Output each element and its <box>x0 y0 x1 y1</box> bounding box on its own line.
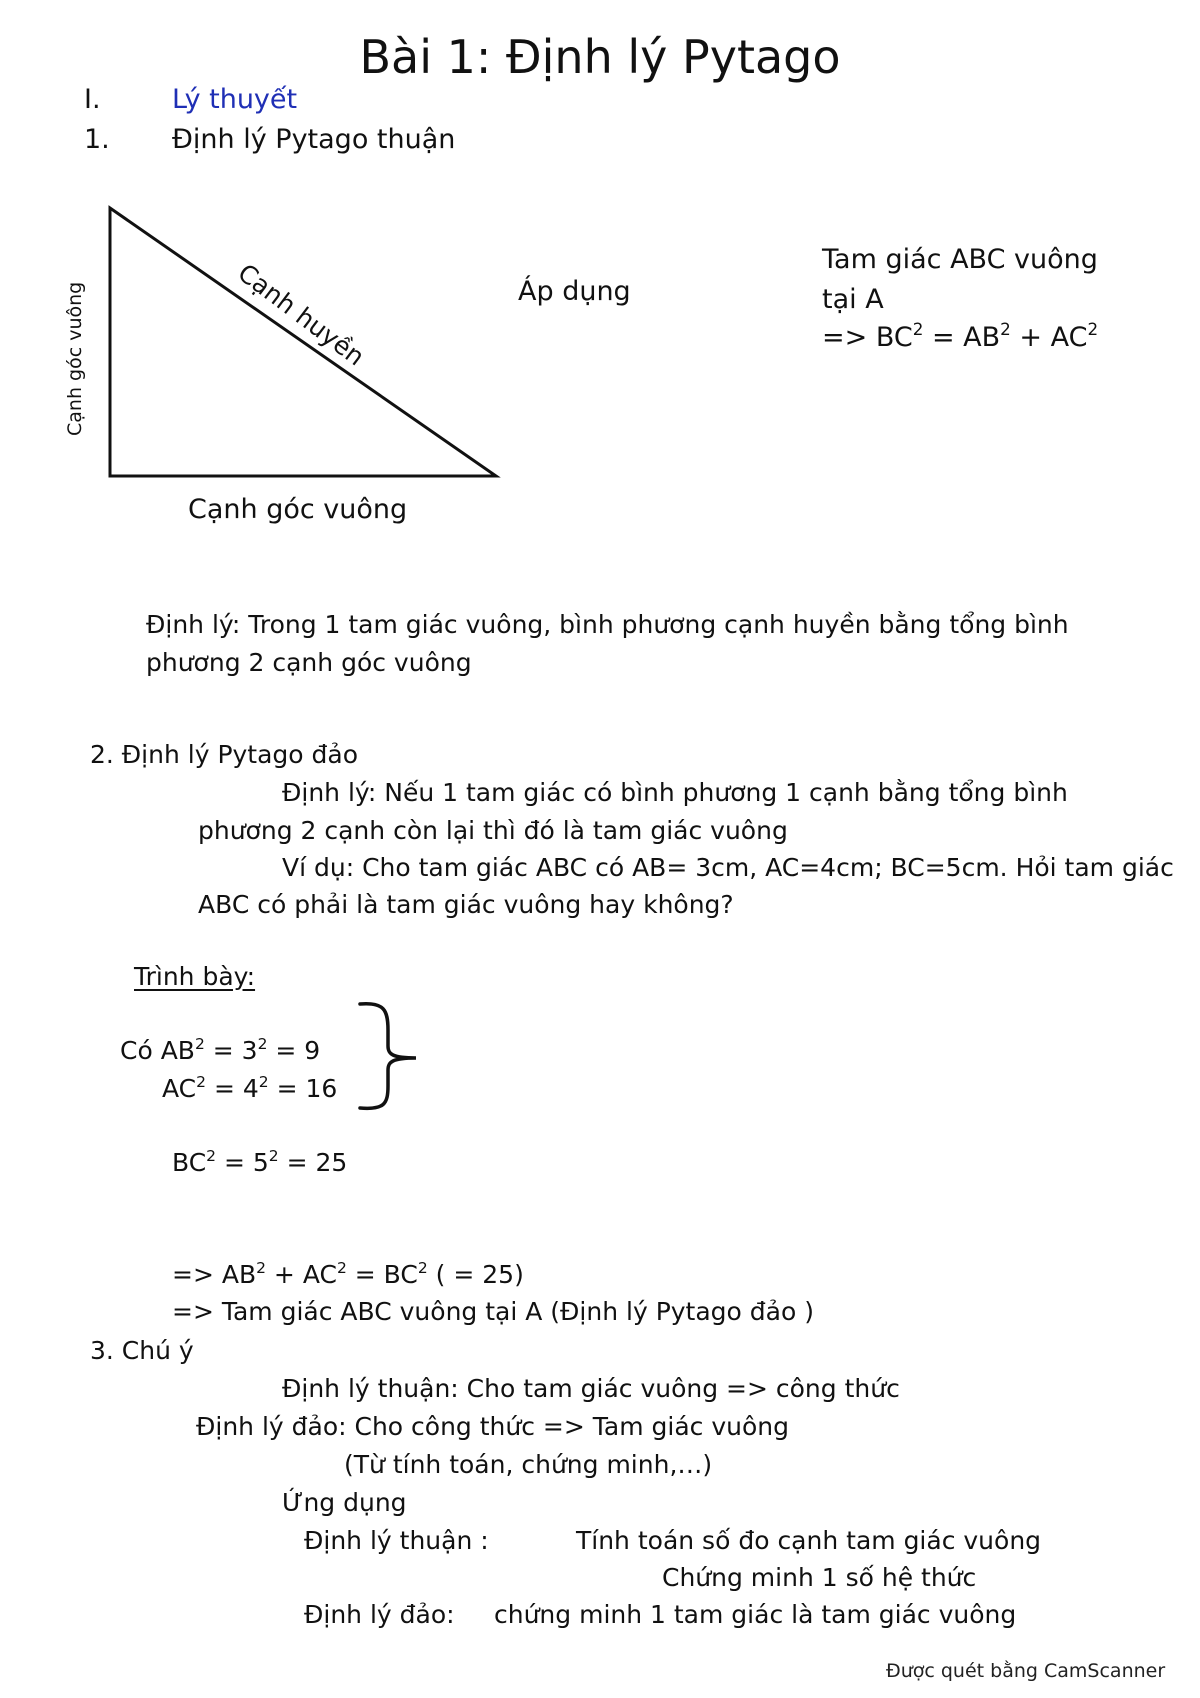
page-title: Bài 1: Định lý Pytago <box>359 30 841 84</box>
horizontal-leg-label: Cạnh góc vuông <box>188 494 408 525</box>
vertical-leg-label: Cạnh góc vuông <box>64 281 86 436</box>
camscanner-watermark: Được quét bằng CamScanner <box>886 1660 1166 1682</box>
hypotenuse-label: Cạnh huyền <box>232 258 370 372</box>
section-number: I. <box>84 84 101 115</box>
converse-theorem-line-1: Định lý: Nếu 1 tam giác có bình phương 1 cạnh bằng tổng bình <box>282 778 1068 807</box>
note-line-forward: Định lý thuận: Cho tam giác vuông => công thức <box>282 1374 900 1403</box>
example-line-2: tại A <box>822 284 884 315</box>
application-forward-text-2: Chứng minh 1 số hệ thức <box>662 1563 977 1592</box>
theorem-line-1: Định lý: Trong 1 tam giác vuông, bình phương cạnh huyền bằng tổng bình <box>146 610 1069 639</box>
solution-conclusion: => Tam giác ABC vuông tại A (Định lý Pytago đảo ) <box>172 1297 814 1326</box>
solution-line-bc: $BC^2 = 5^2 = 25$ <box>172 1146 348 1177</box>
application-converse-text: chứng minh 1 tam giác là tam giác vuông <box>494 1600 1017 1629</box>
application-forward-text: Tính toán số đo cạnh tam giác vuông <box>576 1526 1042 1555</box>
apply-label: Áp dụng <box>518 276 631 307</box>
application-forward-label: Định lý thuận : <box>304 1526 489 1555</box>
application-heading: Ứng dụng <box>282 1488 407 1517</box>
pythagoras-formula: => $BC^2 = AB^2 + AC^2$ <box>822 319 1099 353</box>
converse-heading: 2. Định lý Pytago đảo <box>90 740 359 769</box>
note-line-paren: (Từ tính toán, chứng minh,…) <box>344 1450 713 1479</box>
solution-line-ac: $AC^2 = 4^2 = 16$ <box>162 1072 338 1103</box>
example-question-line-2: ABC có phải là tam giác vuông hay không? <box>198 890 734 919</box>
converse-theorem-line-2: phương 2 cạnh còn lại thì đó là tam giác vuông <box>198 816 788 845</box>
example-line-1: Tam giác ABC vuông <box>822 244 1098 275</box>
item-heading-pythagoras: Định lý Pytago thuận <box>172 124 456 155</box>
solution-heading: Trình bày: <box>134 962 256 991</box>
example-question-line-1: Ví dụ: Cho tam giác ABC có AB= 3cm, AC=4cm; BC=5cm. Hỏi tam giác <box>282 853 1174 882</box>
solution-line-sum: => $AB^2 + AC^2 = BC^2$ ( = 25) <box>172 1258 524 1289</box>
application-converse-label: Định lý đảo: <box>304 1600 455 1629</box>
section-heading-theory: Lý thuyết <box>172 84 298 115</box>
brace-path <box>360 1004 416 1109</box>
note-line-converse: Định lý đảo: Cho công thức => Tam giác vuông <box>196 1412 789 1441</box>
solution-line-ab: Có $AB^2 = 3^2 = 9$ <box>120 1034 321 1065</box>
note-heading: 3. Chú ý <box>90 1336 194 1365</box>
item-number: 1. <box>84 124 110 155</box>
theorem-line-2: phương 2 cạnh góc vuông <box>146 648 472 677</box>
